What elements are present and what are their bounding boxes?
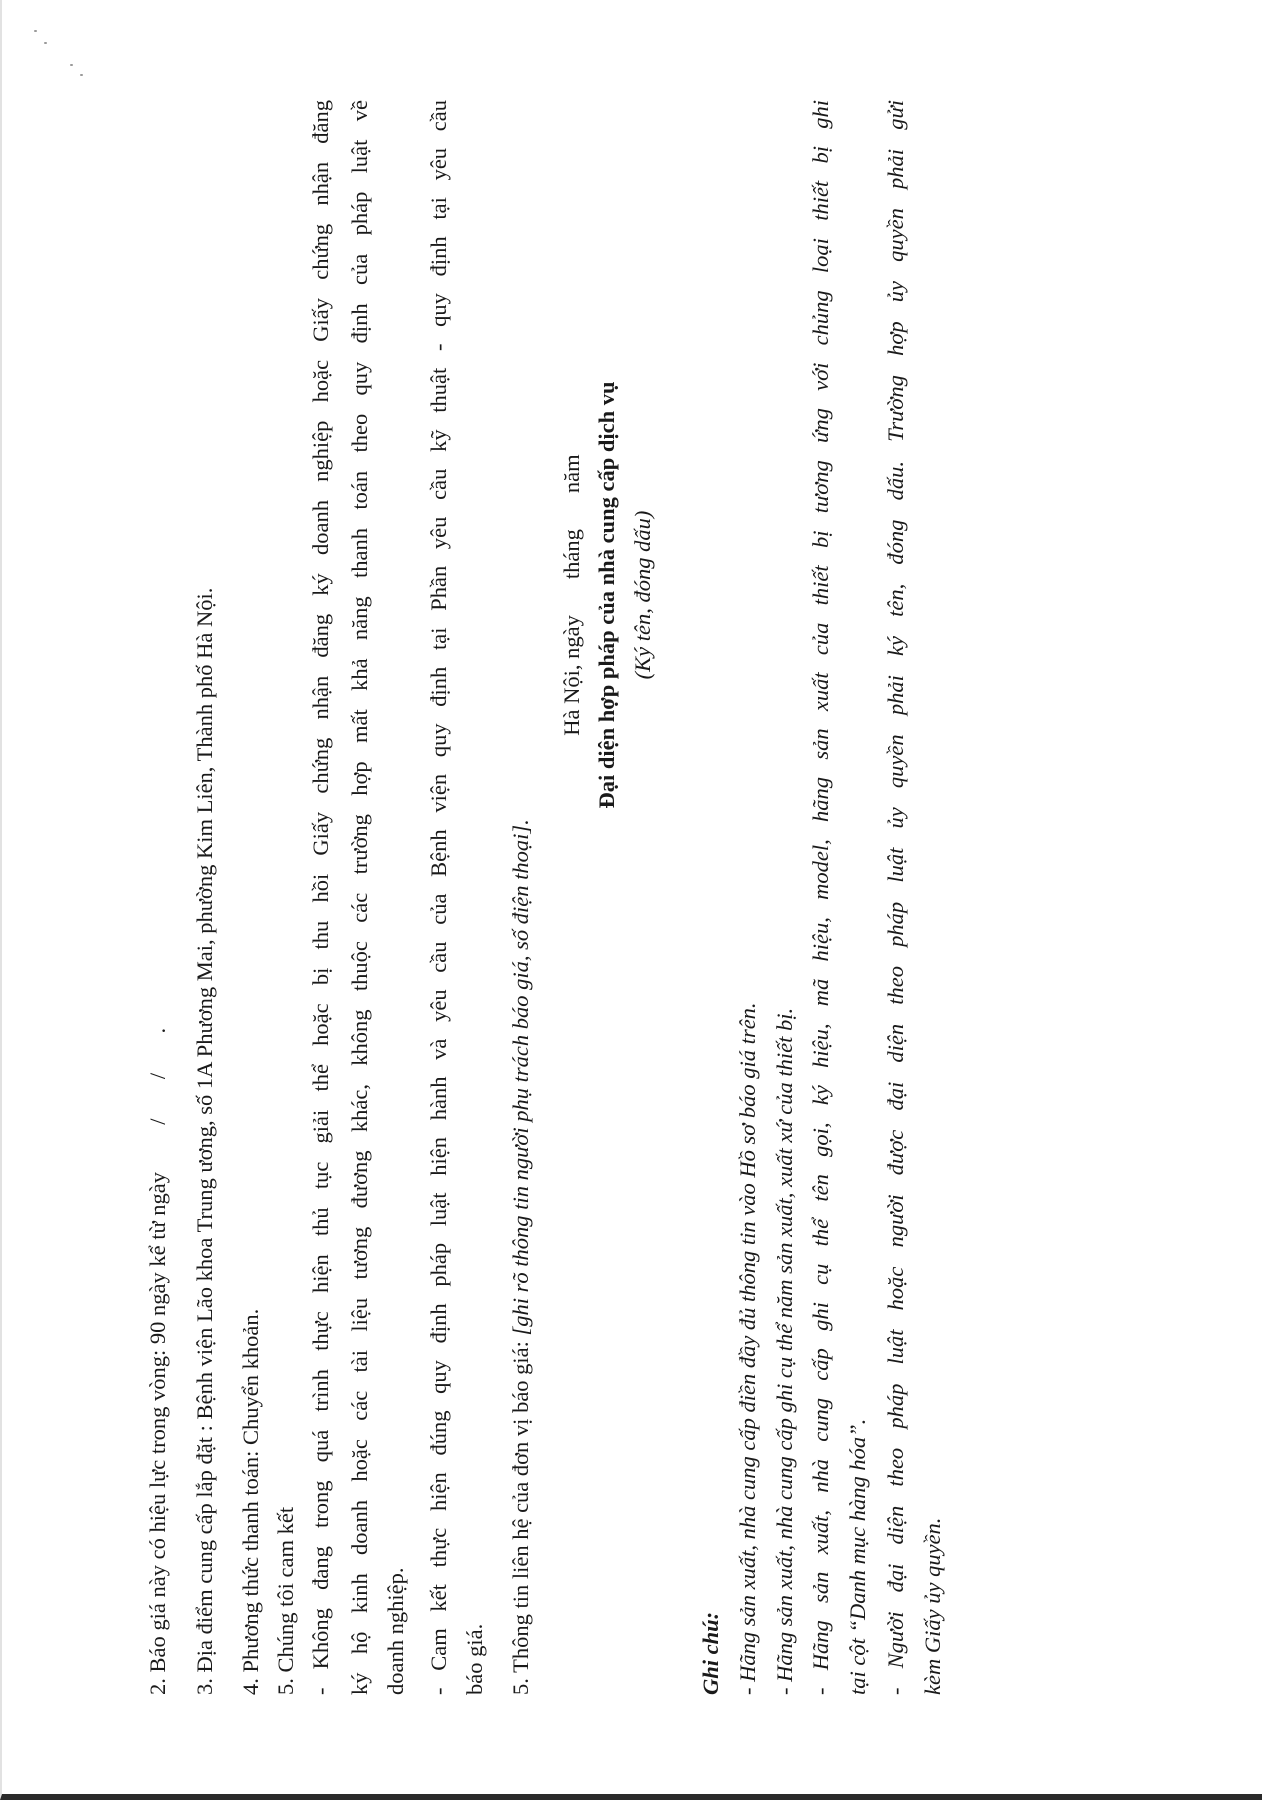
note-line: - Hãng sản xuất, nhà cung cấp ghi cụ thể tên gọi, ký hiệu, mã hiệu, model, hãng sản xuất của thiết bị tương ứng với chủng loại thiết bị ghi <box>808 100 833 1695</box>
contact-label: 5. Thông tin liên hệ của đơn vị báo giá: <box>508 1335 533 1695</box>
signature-note: (Ký tên, đóng dấu) <box>630 510 655 680</box>
scan-speck <box>80 74 83 76</box>
validity-text: 2. Báo giá này có hiệu lực trong vòng: 90 ngày kể từ ngày <box>145 1171 170 1695</box>
note-line: - Hãng sản xuất, nhà cung cấp ghi cụ thể năm sản xuất, xuất xứ của thiết bị. <box>772 1007 797 1695</box>
scan-speck <box>34 30 37 32</box>
validity-date-blank: / / . <box>145 1027 170 1125</box>
payment-method-line: 4. Phương thức thanh toán: Chuyển khoản. <box>238 1308 263 1695</box>
commitment-1-line-2: ký hộ kinh doanh hoặc các tài liệu tương đương khác, không thuộc các trường hợp mất khả năng thanh toán theo quy định của pháp luật về <box>347 100 372 1695</box>
place-date-year: năm <box>559 454 584 494</box>
contact-hint: [ghi rõ thông tin người phụ trách báo giá, số điện thoại]. <box>508 819 533 1336</box>
delivery-location-line: 3. Địa điểm cung cấp lắp đặt : Bệnh viện Lão khoa Trung ương, số 1A Phương Mai, phường Kim Liên, Thành phố Hà Nội. <box>192 587 217 1695</box>
note-line: - Hãng sản xuất, nhà cung cấp điền đầy đủ thông tin vào Hồ sơ báo giá trên. <box>735 1002 760 1695</box>
note-line: kèm Giấy ủy quyền. <box>920 1517 945 1695</box>
commitment-1-line-1: - Không đang trong quá trình thực hiện thủ tục giải thể hoặc bị thu hồi Giấy chứng nhận đăng ký doanh nghiệp hoặc Giấy chứng nhận đăng <box>308 100 333 1695</box>
scan-speck <box>44 42 47 44</box>
place-date-place: Hà Nội, ngày <box>559 615 584 736</box>
note-line: - Người đại diện theo pháp luật hoặc người được đại diện theo pháp luật ủy quyền phải ký tên, đóng dấu. Trường hợp ủy quyền phải gửi <box>883 100 908 1695</box>
validity-line <box>143 1028 172 1695</box>
scan-speck <box>70 64 73 66</box>
commitment-2-line-1: - Cam kết thực hiện đúng quy định pháp luật hiện hành và yêu cầu của Bệnh viện quy định tại Phần yêu cầu kỹ thuật - quy định tại yêu cầu <box>426 100 451 1695</box>
place-date-line <box>556 265 587 925</box>
place-date-month: tháng <box>559 529 584 580</box>
note-line: tại cột “Danh mục hàng hóa”. <box>845 1418 870 1695</box>
signature-title: Đại diện hợp pháp của nhà cung cấp dịch vụ <box>594 381 619 809</box>
notes-heading: Ghi chú: <box>698 1611 723 1695</box>
commitment-2-line-2: báo giá. <box>462 1623 487 1695</box>
commitment-1-line-3: doanh nghiệp. <box>383 1567 408 1695</box>
rotated-document-page <box>118 100 1098 1725</box>
commitment-heading: 5. Chúng tôi cam kết <box>273 1506 298 1695</box>
contact-line <box>506 819 535 1695</box>
